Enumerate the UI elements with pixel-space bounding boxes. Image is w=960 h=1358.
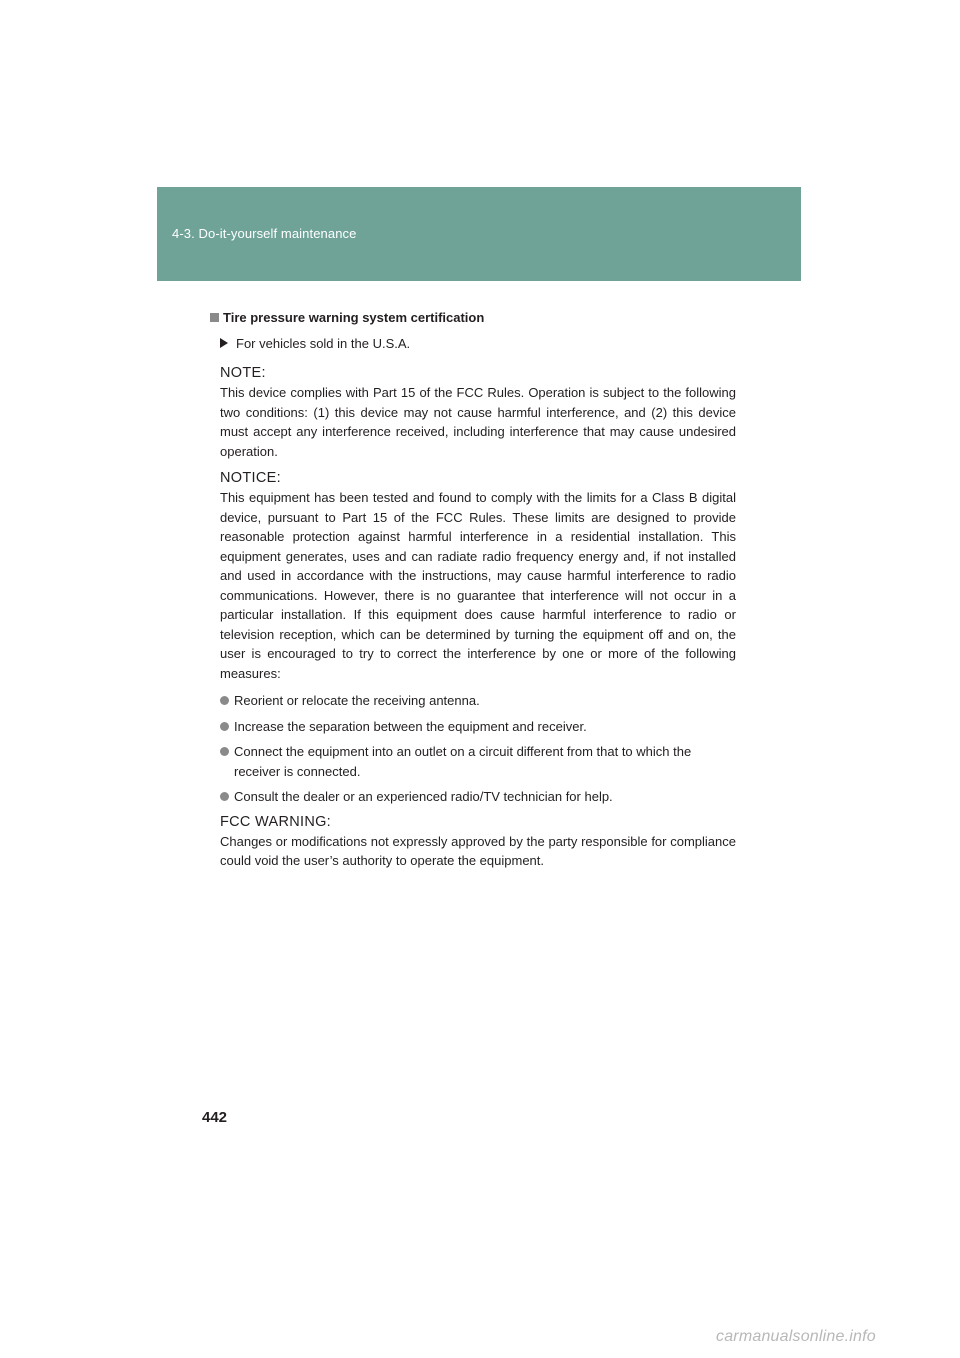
- list-item: Reorient or relocate the receiving antenna.: [220, 691, 736, 711]
- notice-label: NOTICE:: [220, 470, 281, 486]
- measures-list: [220, 691, 736, 807]
- subsection-heading: [210, 308, 736, 328]
- fcc-warning-label: FCC WARNING:: [220, 813, 331, 830]
- square-bullet-icon: [210, 313, 219, 322]
- note-block: [220, 364, 736, 461]
- notice-text: This equipment has been tested and found to comply with the limits for a Class B digital device, pursuant to Part 15 of the FCC Rules. These limits are designed to provide reasonable protection against harmful interference in a residential installation. This equipment generates, uses and can radiate radio frequency energy and, if not installed and used in accordance with the instructions, may cause harmful interference to radio communications. However, there is no guarantee that interference will not occur in a particular installation. If this equipment does cause harmful interference to radio or television reception, which can be determined by turning the equipment off and on, the user is encouraged to try to correct the interference by one or more of the following measures:: [220, 490, 736, 681]
- subsection-heading-text: Tire pressure warning system certification: [223, 310, 485, 325]
- circle-bullet-icon: [220, 747, 229, 756]
- triangle-right-icon: [220, 338, 228, 348]
- section-title: 4-3. Do-it-yourself maintenance: [172, 226, 357, 241]
- list-item: Consult the dealer or an experienced radio/TV technician for help.: [220, 787, 736, 807]
- page-content: [210, 308, 736, 879]
- region-note-text: For vehicles sold in the U.S.A.: [236, 335, 411, 351]
- fcc-warning-text: Changes or modifications not expressly approved by the party responsible for compliance could void the user’s authority to operate the equipment.: [220, 833, 736, 868]
- watermark: carmanualsonline.info: [716, 1328, 876, 1345]
- list-item: Increase the separation between the equipment and receiver.: [220, 717, 736, 737]
- note-text: This device complies with Part 15 of the FCC Rules. Operation is subject to the following two conditions: (1) this device may not cause harmful interference, and (2) this device must accept any interference received, including interference that may cause undesired operation.: [220, 385, 736, 459]
- circle-bullet-icon: [220, 792, 229, 801]
- region-note: [220, 334, 736, 354]
- notice-block: [220, 469, 736, 683]
- fcc-warning-block: [220, 813, 736, 871]
- page-number: 442: [202, 1109, 228, 1126]
- circle-bullet-icon: [220, 696, 229, 705]
- list-item: Connect the equipment into an outlet on a circuit different from that to which the receiver is connected.: [220, 742, 736, 781]
- circle-bullet-icon: [220, 722, 229, 731]
- note-label: NOTE:: [220, 365, 266, 381]
